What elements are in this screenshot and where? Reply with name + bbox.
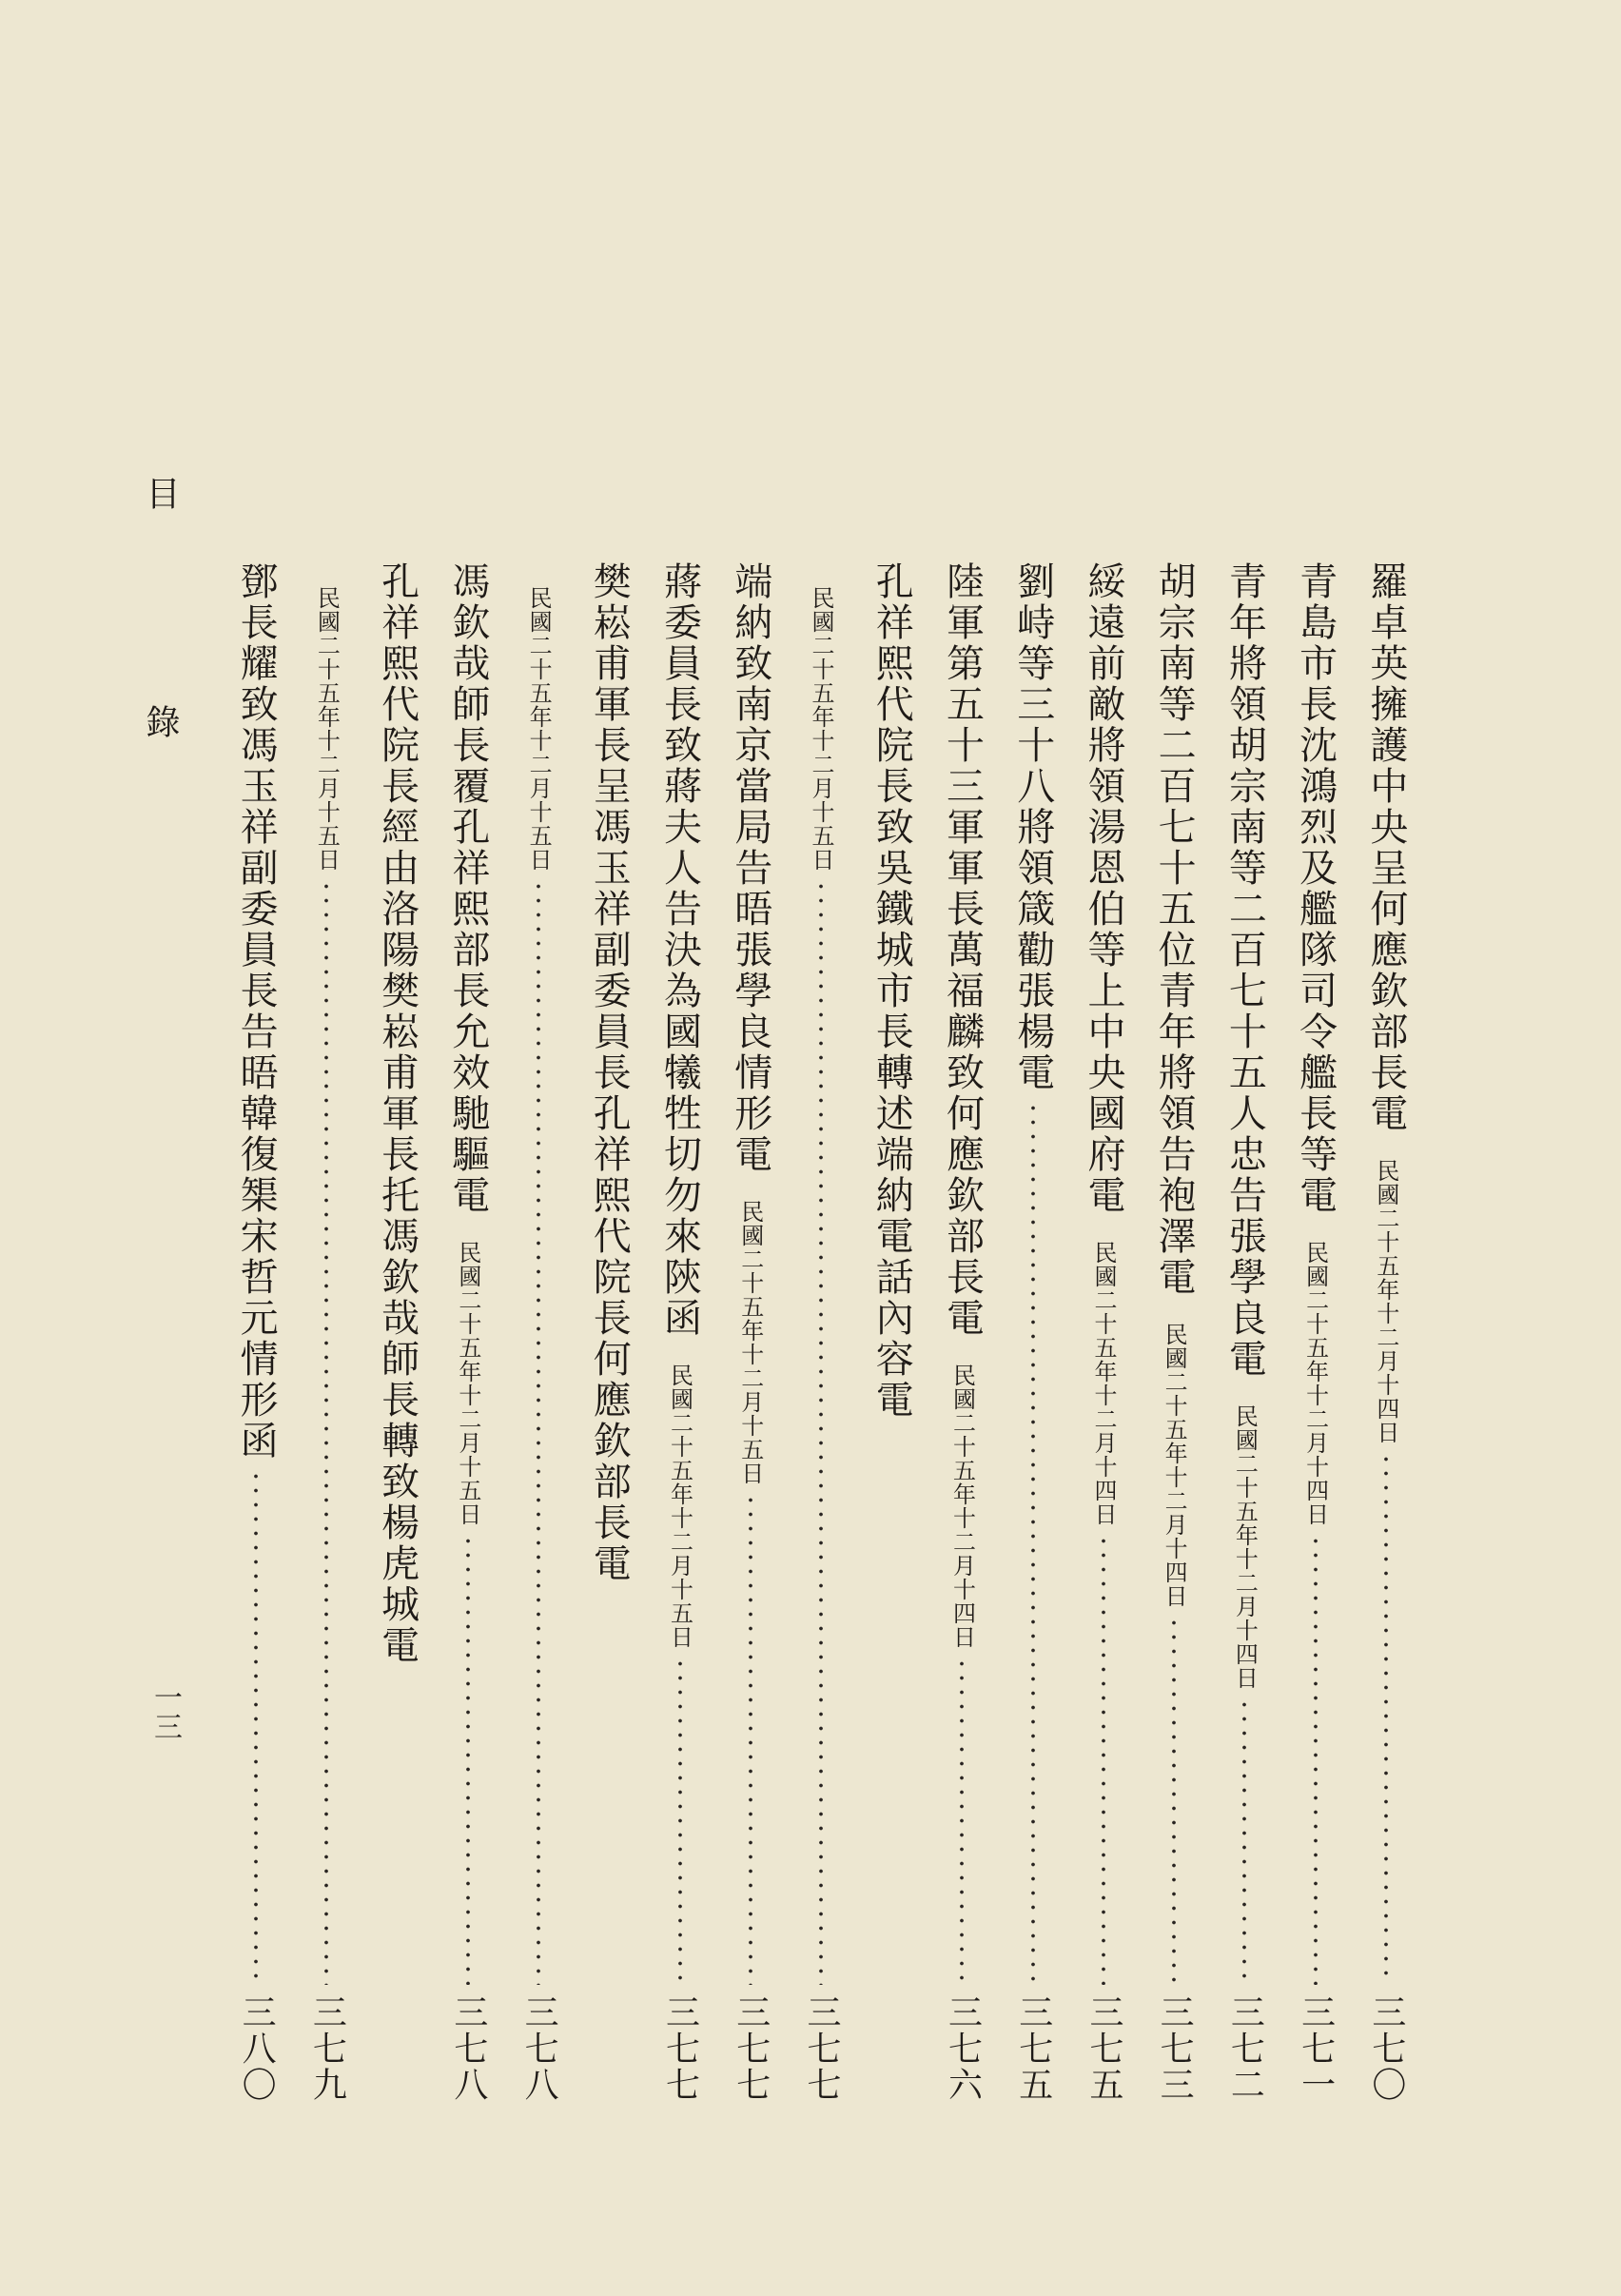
- dot-leader: [1384, 1452, 1388, 1985]
- entry-title: 馮欽哉師長覆孔祥熙部長允效馳驅電: [445, 561, 490, 1216]
- dot-leader: [466, 1534, 470, 1985]
- entry-title: 樊崧甫軍長呈馮玉祥副委員長孔祥熙代院長何應欽部長電: [587, 561, 632, 1584]
- toc-entry: [998, 561, 1068, 2103]
- entry-date: 民國二十五年十二月十四日: [948, 1364, 976, 1649]
- toc-entry: [1280, 561, 1351, 2103]
- toc-entry: [221, 561, 291, 2103]
- toc-entry-continuation: [503, 561, 574, 2103]
- toc-entry: [1139, 561, 1209, 2103]
- entry-title: 劉峙等三十八將領箴勸張楊電: [1010, 561, 1055, 1093]
- toc-entry: [715, 561, 786, 2103]
- entry-page-number: 三七八: [519, 1994, 559, 2103]
- entry-date: 民國二十五年十二月十五日: [313, 586, 341, 872]
- entry-page-number: 三七七: [660, 1994, 700, 2103]
- dot-leader: [1031, 1101, 1035, 1985]
- entry-page-number: 三七七: [731, 1994, 771, 2103]
- entry-page-number: 三七七: [802, 1994, 841, 2103]
- toc-entry: [433, 561, 503, 2103]
- entry-title: 端納致南京當局告晤張學良情形電: [728, 561, 772, 1175]
- entry-title: 綏遠前敵將領湯恩伯等上中央國府電: [1081, 561, 1125, 1216]
- entry-page-number: 三七八: [448, 1994, 488, 2103]
- running-head-char-1: 目: [141, 476, 180, 512]
- dot-leader: [324, 879, 328, 1985]
- entry-page-number: 三七五: [1013, 1994, 1053, 2103]
- toc-entry-continuation: [786, 561, 856, 2103]
- dot-leader: [1314, 1534, 1318, 1985]
- entry-date: 民國二十五年十二月十四日: [1372, 1159, 1399, 1444]
- entry-page-number: 三七二: [1225, 1994, 1265, 2103]
- entry-title: 孔祥熙代院長致吳鐵城市長轉述端納電話內容電: [869, 561, 914, 1421]
- toc-entry: [1209, 561, 1279, 2103]
- entry-date: 民國二十五年十二月十四日: [1231, 1404, 1259, 1690]
- entry-date: 民國二十五年十二月十五日: [736, 1200, 764, 1485]
- toc-entry: [927, 561, 997, 2103]
- entry-page-number: 三七三: [1155, 1994, 1195, 2103]
- dot-leader: [1172, 1616, 1176, 1985]
- toc-entry: [1068, 561, 1139, 2103]
- entry-page-number: 三七五: [1084, 1994, 1123, 2103]
- entry-title: 孔祥熙代院長經由洛陽樊崧甫軍長托馮欽哉師長轉致楊虎城電: [375, 561, 420, 1666]
- dot-leader: [749, 1493, 752, 1985]
- page-number: 一三: [148, 1682, 182, 1741]
- entry-title: 陸軍第五十三軍軍長萬福麟致何應欽部長電: [940, 561, 985, 1339]
- dot-leader: [254, 1469, 258, 1985]
- entry-date: 民國二十五年十二月十四日: [1301, 1241, 1329, 1526]
- toc-entry: [574, 561, 644, 2103]
- entry-page-number: 三七〇: [1366, 1994, 1406, 2103]
- entry-page-number: 三七六: [943, 1994, 983, 2103]
- entry-date: 民國二十五年十二月十五日: [666, 1364, 693, 1649]
- entry-title: 羅卓英擁護中央呈何應欽部長電: [1363, 561, 1408, 1134]
- entry-date: 民國二十五年十二月十五日: [808, 586, 834, 872]
- toc-entry: [361, 561, 432, 2103]
- entry-page-number: 三七九: [307, 1994, 347, 2103]
- dot-leader: [1102, 1534, 1105, 1985]
- entry-title: 胡宗南等二百七十五位青年將領告袍澤電: [1152, 561, 1197, 1298]
- dot-leader: [537, 879, 540, 1985]
- table-of-contents: [221, 561, 1421, 2103]
- dot-leader: [678, 1657, 682, 1985]
- entry-title: 蔣委員長致蔣夫人告決為國犧牲切勿來陝函: [657, 561, 702, 1339]
- entry-date: 民國二十五年十二月十五日: [454, 1241, 481, 1526]
- toc-entry: [1351, 561, 1421, 2103]
- entry-page-number: 三七一: [1296, 1994, 1336, 2103]
- dot-leader: [1242, 1697, 1246, 1985]
- toc-entry: [856, 561, 927, 2103]
- toc-entry-continuation: [291, 561, 361, 2103]
- toc-entry: [644, 561, 714, 2103]
- entry-title: 青年將領胡宗南等二百七十五人忠告張學良電: [1222, 561, 1267, 1380]
- entry-date: 民國二十五年十二月十五日: [525, 586, 553, 872]
- entry-date: 民國二十五年十二月十四日: [1161, 1323, 1188, 1608]
- dot-leader: [960, 1657, 964, 1985]
- entry-title: 鄧長耀致馮玉祥副委員長告晤韓復榘宋哲元情形函: [234, 561, 279, 1462]
- entry-page-number: 三八〇: [237, 1994, 277, 2103]
- entry-title: 青島市長沈鴻烈及艦隊司令艦長等電: [1293, 561, 1338, 1216]
- running-head-char-2: 錄: [141, 704, 180, 740]
- entry-date: 民國二十五年十二月十四日: [1089, 1241, 1117, 1526]
- dot-leader: [819, 879, 823, 1985]
